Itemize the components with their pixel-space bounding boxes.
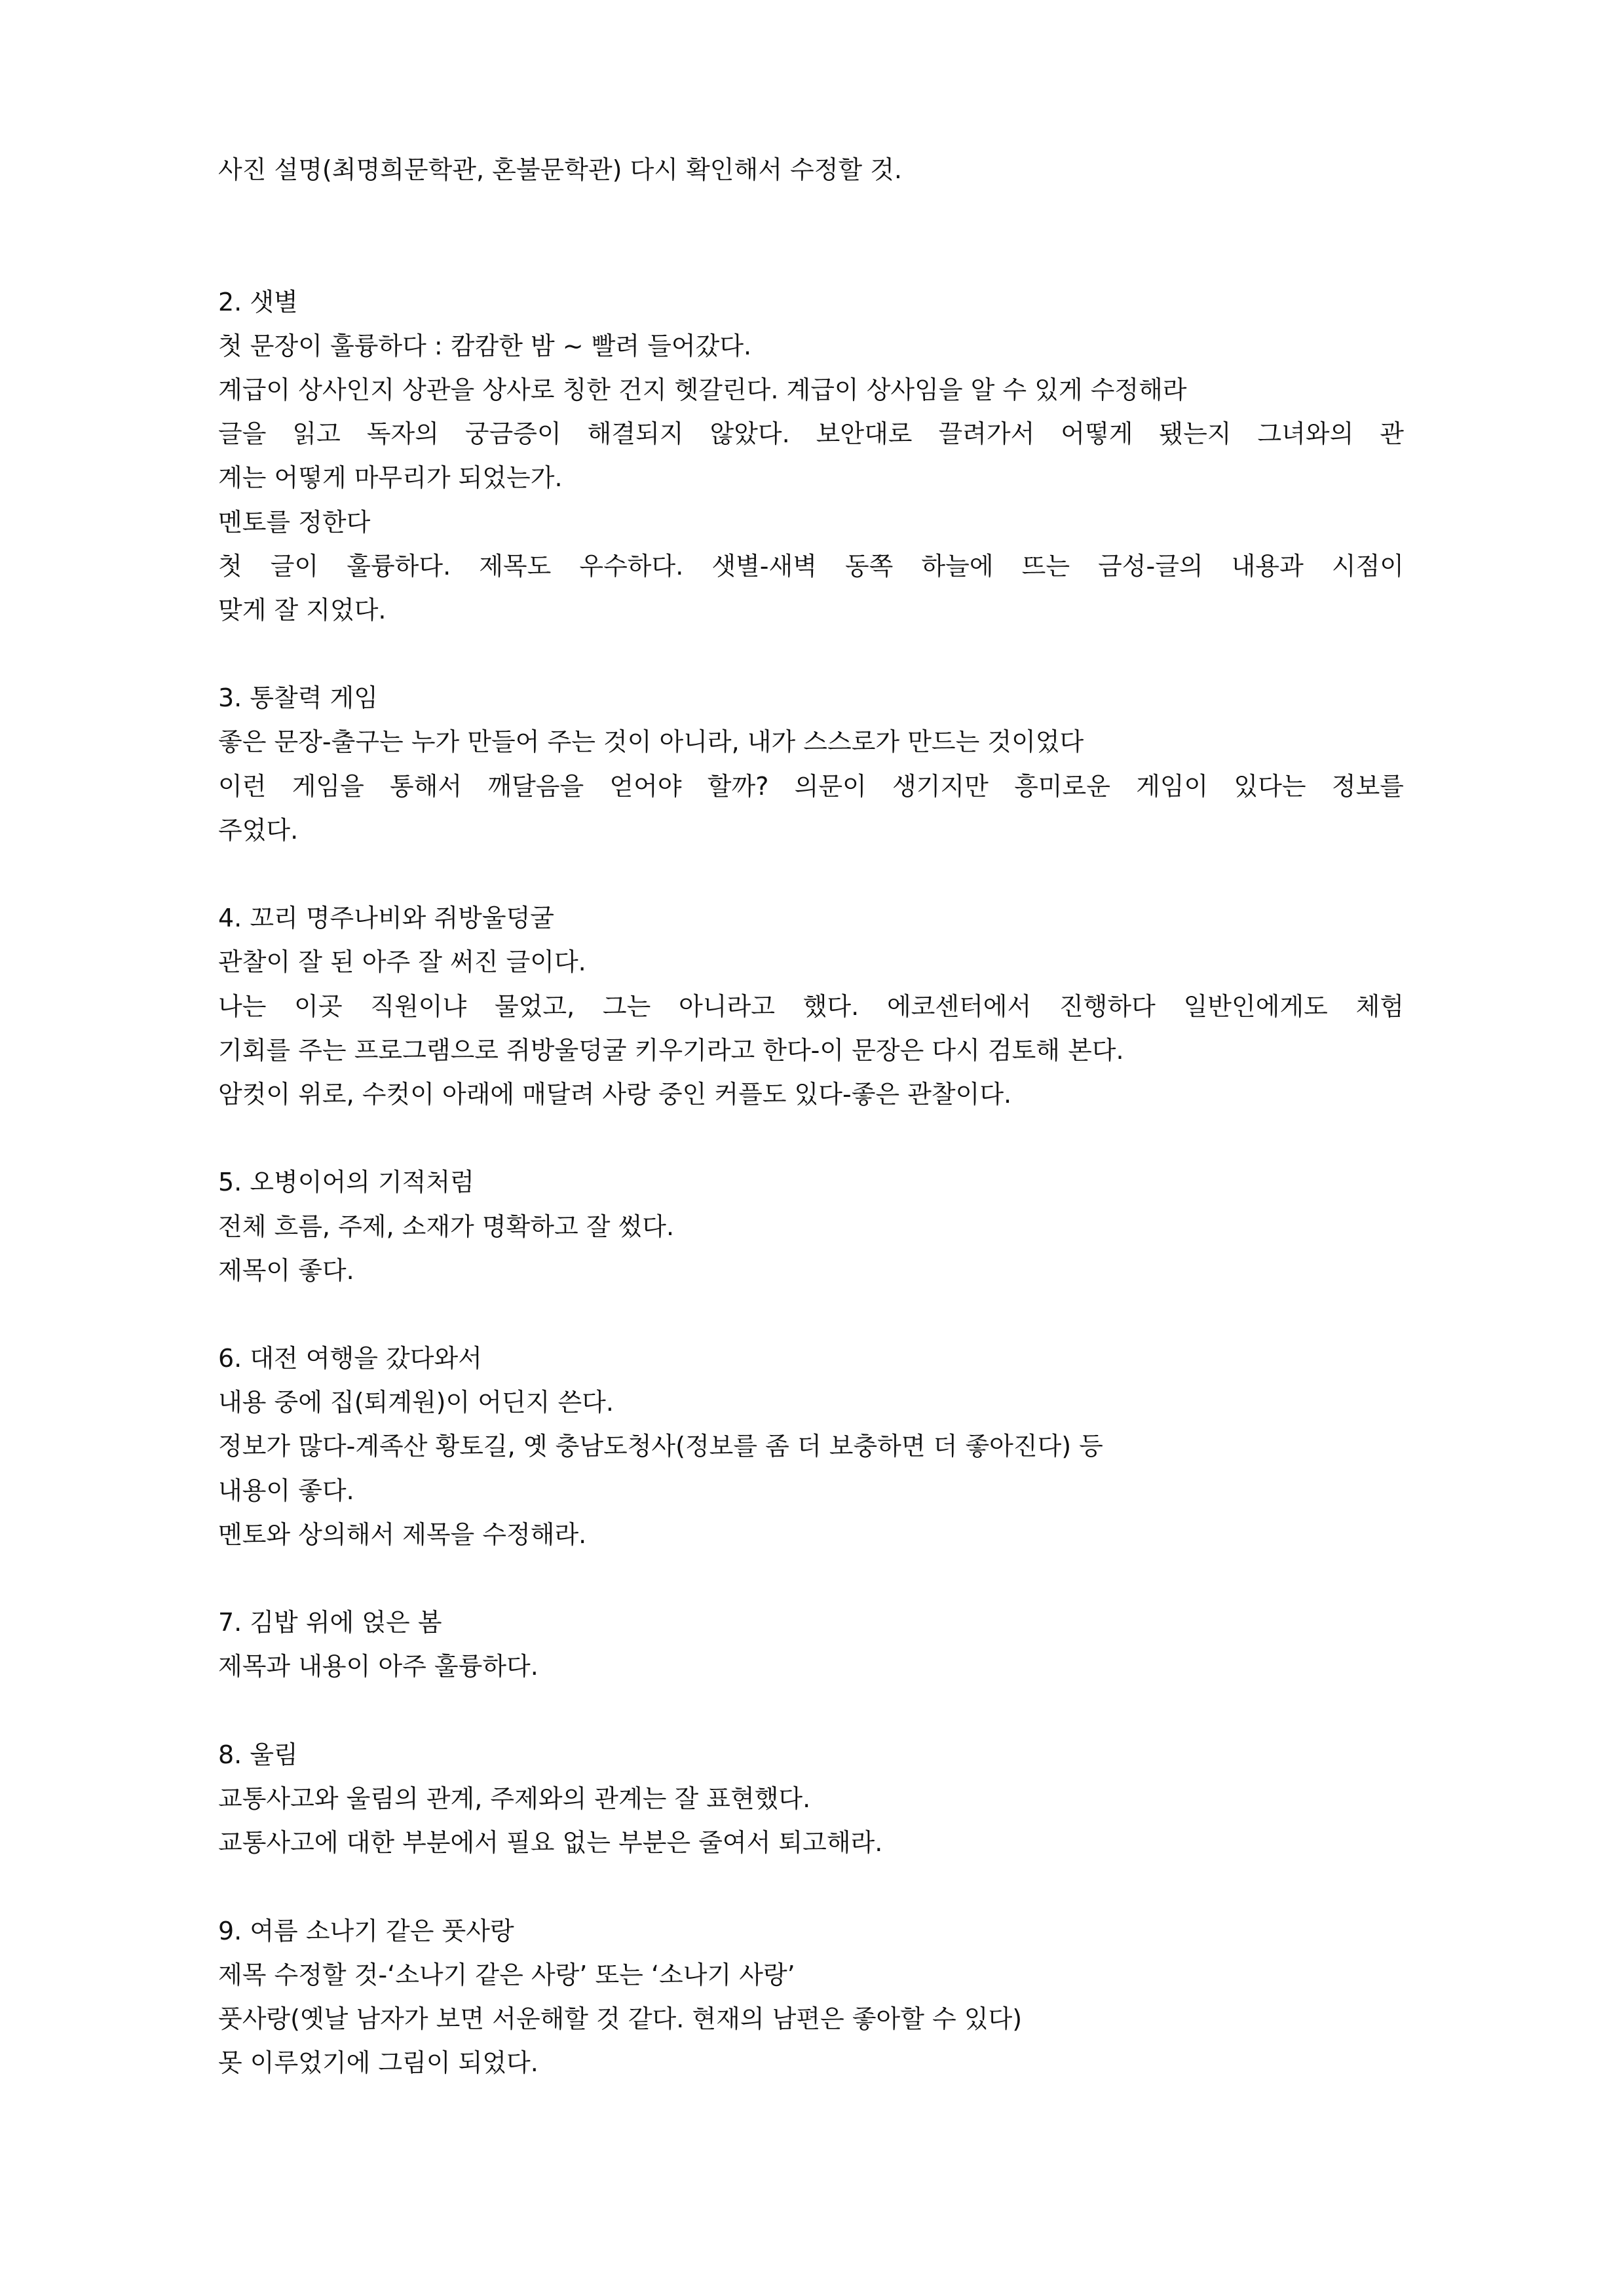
- section-title: 3. 통찰력 게임: [218, 683, 378, 713]
- blank-line: [218, 192, 1404, 236]
- section-title: 5. 오병이어의 기적처럼: [218, 1168, 474, 1197]
- comment-line: 전체 흐름, 주제, 소재가 명확하고 잘 썼다.: [218, 1212, 675, 1241]
- section-title: 6. 대전 여행을 갔다와서: [218, 1344, 482, 1373]
- comment-line: 글을 읽고 독자의 궁금증이 해결되지 않았다. 보안대로 끌려가서 어떻게 됐는지 그녀와의 관: [218, 419, 1404, 449]
- comment-line: 교통사고에 대한 부분에서 필요 없는 부분은 줄여서 퇴고해라.: [218, 1828, 883, 1858]
- blank-line: [218, 852, 1404, 896]
- comment-line: 계급이 상사인지 상관을 상사로 칭한 건지 헷갈린다. 계급이 상사임을 알 수 있게 수정해라: [218, 375, 1187, 404]
- section-title: 8. 울림: [218, 1740, 298, 1769]
- blank-line: [218, 1865, 1404, 1909]
- feedback-section: [218, 280, 1404, 677]
- comment-line: 암컷이 위로, 수컷이 아래에 매달려 사랑 중인 커플도 있다-좋은 관찰이다.: [218, 1079, 1012, 1109]
- section-title: 2. 샛별: [218, 287, 298, 316]
- feedback-section: [218, 676, 1404, 896]
- comment-line: 첫 문장이 훌륭하다 : 캄캄한 밤 ~ 빨려 들어갔다.: [218, 331, 752, 360]
- comment-line: 관찰이 잘 된 아주 잘 써진 글이다.: [218, 947, 586, 977]
- section-title: 7. 김밥 위에 얹은 봄: [218, 1608, 442, 1637]
- comment-line: 내용 중에 집(퇴계원)이 어딘지 쓴다.: [218, 1388, 614, 1417]
- comment-line: 제목과 내용이 아주 훌륭하다.: [218, 1652, 538, 1681]
- blank-line: [218, 1689, 1404, 1733]
- comment-line: 내용이 좋다.: [218, 1476, 354, 1505]
- feedback-section: [218, 896, 1404, 1160]
- blank-line: [218, 1293, 1404, 1337]
- feedback-section: [218, 1601, 1404, 1733]
- comment-line: 맞게 잘 지었다.: [218, 595, 387, 624]
- comment-line: 기회를 주는 프로그램으로 쥐방울덩굴 키우기라고 한다-이 문장은 다시 검토해 본다.: [218, 1035, 1124, 1065]
- blank-line: [218, 1117, 1404, 1160]
- blank-line: [218, 1557, 1404, 1601]
- comment-line: 주었다.: [218, 815, 299, 845]
- revision-note: 사진 설명(최명희문학관, 혼불문학관) 다시 확인해서 수정할 것.: [218, 155, 902, 184]
- blank-line: [218, 236, 1404, 280]
- document-page: [218, 148, 1404, 2085]
- section-title: 4. 꼬리 명주나비와 쥐방울덩굴: [218, 904, 554, 933]
- comment-line: 계는 어떻게 마무리가 되었는가.: [218, 463, 563, 493]
- feedback-section: [218, 1160, 1404, 1337]
- comment-line: 제목이 좋다.: [218, 1255, 354, 1285]
- comment-line: 이런 게임을 통해서 깨달음을 얻어야 할까? 의문이 생기지만 흥미로운 게임이 있다는 정보를: [218, 771, 1404, 801]
- comment-line: 제목 수정할 것-‘소나기 같은 사랑’ 또는 ‘소나기 사랑’: [218, 1960, 795, 1989]
- comment-line: 정보가 많다-계족산 황토길, 옛 충남도청사(정보를 좀 더 보충하면 더 좋아진다) 등: [218, 1432, 1103, 1461]
- feedback-section: [218, 1733, 1404, 1909]
- comment-line: 교통사고와 울림의 관계, 주제와의 관계는 잘 표현했다.: [218, 1784, 811, 1813]
- section-title: 9. 여름 소나기 같은 풋사랑: [218, 1916, 514, 1945]
- comment-line: 첫 글이 훌륭하다. 제목도 우수하다. 샛별-새벽 동쪽 하늘에 뜨는 금성-글의 내용과 시점이: [218, 551, 1404, 581]
- comment-line: 못 이루었기에 그림이 되었다.: [218, 2048, 538, 2078]
- blank-line: [218, 632, 1404, 676]
- comment-line: 멘토를 정한다: [218, 507, 371, 537]
- comment-line: 풋사랑(옛날 남자가 보면 서운해할 것 같다. 현재의 남편은 좋아할 수 있다): [218, 2004, 1023, 2033]
- feedback-section: [218, 1337, 1404, 1601]
- comment-line: 나는 이곳 직원이냐 물었고, 그는 아니라고 했다. 에코센터에서 진행하다 일반인에게도 체험: [218, 991, 1404, 1021]
- comment-line: 좋은 문장-출구는 누가 만들어 주는 것이 아니라, 내가 스스로가 만드는 것이었다: [218, 727, 1084, 757]
- feedback-section: [218, 1909, 1404, 2086]
- comment-line: 멘토와 상의해서 제목을 수정해라.: [218, 1520, 587, 1549]
